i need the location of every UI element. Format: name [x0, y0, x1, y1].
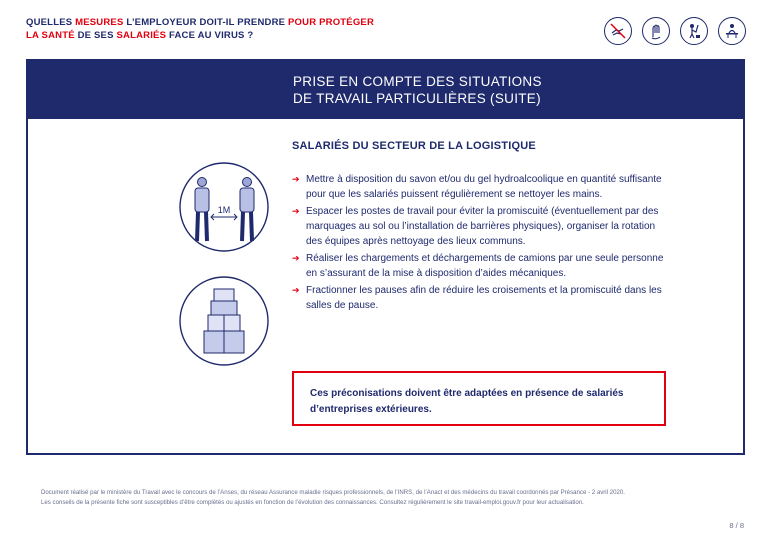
arrow-icon: ➔ — [292, 174, 300, 184]
footer-line-2: Les conseils de la présente fiche sont susceptibles d’être complétés ou ajustés en fonction de l’évolution des connaissances. Consultez régulièrement le site travail-emploi.gouv.fr pour leur actualisation. — [41, 498, 584, 506]
hand-washing-icon — [642, 17, 670, 45]
header-title-line-2 — [26, 29, 374, 42]
list-item-text: Mettre à disposition du savon et/ou du gel hydroalcoolique en quantité suffisante pour que les salariés puissent régulièrement se nettoyer les mains. — [306, 174, 662, 200]
arrow-icon: ➔ — [292, 253, 300, 263]
note-box: Ces préconisations doivent être adaptées en présence de salariés d’entreprises extérieures. — [292, 371, 666, 426]
list-item-text: Fractionner les pauses afin de réduire les croisements et la promiscuité dans les salles de pause. — [306, 285, 662, 311]
header-title-segment: QUELLES — [26, 17, 76, 28]
header-title-line-1 — [26, 16, 374, 29]
bullet-list — [292, 172, 672, 315]
footer-line-1: Document réalisé par le ministère du Travail avec le concours de l’Anses, du réseau Assurance maladie risques professionnels, de l’INRS, de l’Anact et des médecins du travail coordonnés par Présance - 2 avril 2020. — [41, 489, 625, 496]
stacked-boxes-illustration — [178, 275, 270, 372]
header-title-segment: DE SES — [74, 30, 117, 41]
banner — [28, 61, 743, 119]
list-item-text: Réaliser les chargements et déchargements de camions par une seule personne en s’assurant de la mise à disposition d’aides mécaniques. — [306, 253, 664, 279]
banner-title-line-1: PRISE EN COMPTE DES SITUATIONS — [293, 74, 542, 89]
header-title-segment: POUR PROTÉGER — [288, 17, 375, 28]
footer — [41, 488, 741, 507]
list-item — [292, 251, 672, 281]
distance-label: 1M — [217, 205, 231, 215]
arrow-icon: ➔ — [292, 206, 300, 216]
header-title-segment: LA SANTÉ — [26, 30, 75, 41]
header-title-segment: SALARIÉS — [116, 30, 167, 41]
arrow-icon: ➔ — [292, 285, 300, 295]
list-item-text: Espacer les postes de travail pour éviter la promiscuité (éventuellement par des marquages au sol ou l’installation de barrières physiques), organiser la rotation des équipes après nettoyage des lieux communs. — [306, 206, 659, 247]
banner-title — [293, 73, 542, 107]
cleaning-icon — [680, 17, 708, 45]
social-distancing-illustration — [178, 161, 270, 258]
banner-title-line-2: DE TRAVAIL PARTICULIÈRES (SUITE) — [293, 91, 541, 106]
header-title-segment: L’EMPLOYEUR DOIT-IL PRENDRE — [123, 17, 289, 28]
header-icons — [604, 17, 746, 45]
header-title — [26, 16, 374, 42]
list-item — [292, 283, 672, 313]
page-number: 8 / 8 — [729, 521, 744, 530]
list-item — [292, 204, 672, 249]
header-title-segment: FACE AU VIRUS ? — [166, 30, 254, 41]
no-handshake-icon — [604, 17, 632, 45]
list-item — [292, 172, 672, 202]
content-card — [26, 59, 745, 455]
section-title: SALARIÉS DU SECTEUR DE LA LOGISTIQUE — [292, 140, 536, 152]
header-title-segment: MESURES — [75, 17, 124, 28]
desk-worker-icon — [718, 17, 746, 45]
